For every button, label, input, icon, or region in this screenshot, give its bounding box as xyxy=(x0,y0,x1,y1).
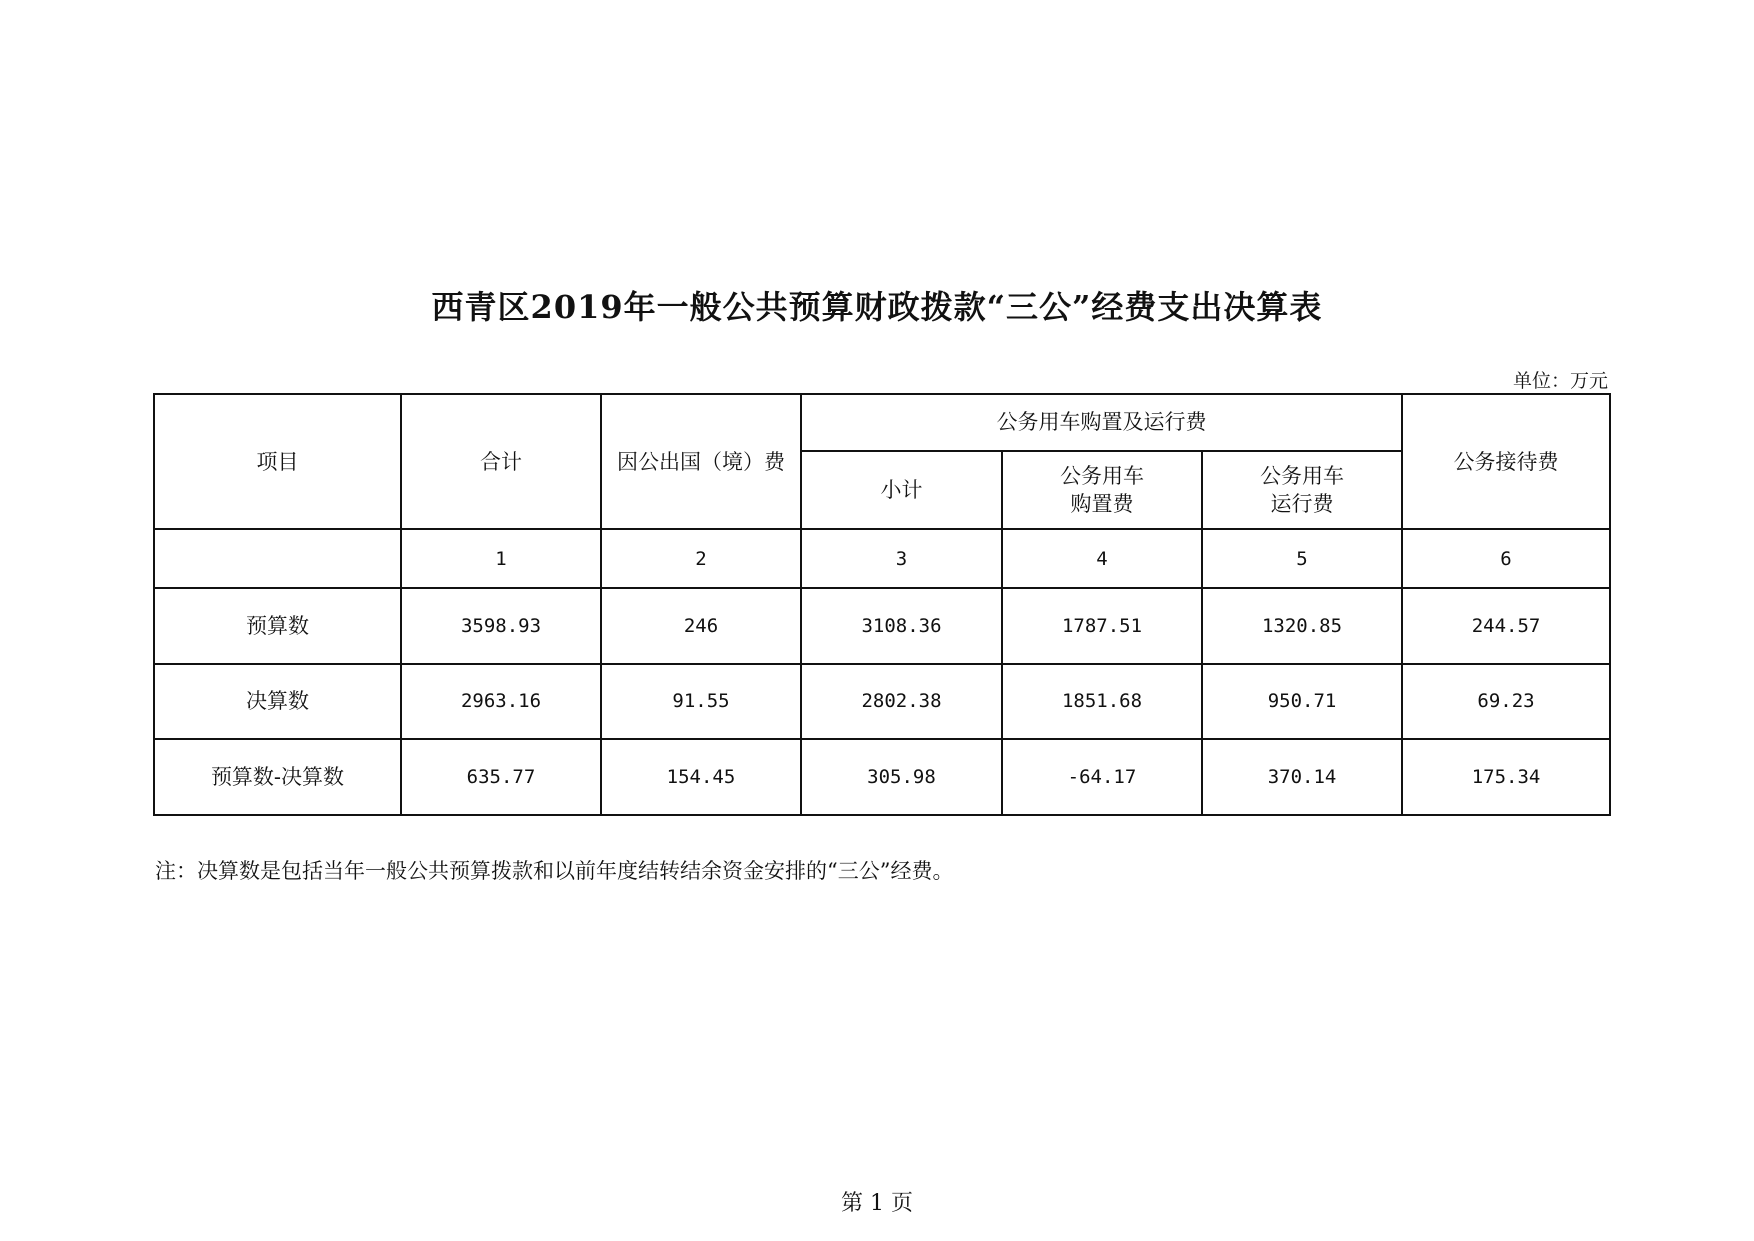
index-cell: 3 xyxy=(801,529,1002,588)
table-cell: 175.34 xyxy=(1402,739,1610,815)
header-abroad: 因公出国（境）费 xyxy=(601,394,801,529)
table-cell: 3108.36 xyxy=(801,588,1002,664)
table-cell: 154.45 xyxy=(601,739,801,815)
table-cell: 305.98 xyxy=(801,739,1002,815)
expense-table xyxy=(153,393,1611,816)
table-cell: 950.71 xyxy=(1202,664,1402,740)
table-cell: 635.77 xyxy=(401,739,601,815)
table-row-budget xyxy=(154,588,1610,664)
table-row-final xyxy=(154,664,1610,740)
table-cell: 2802.38 xyxy=(801,664,1002,740)
index-cell xyxy=(154,529,401,588)
index-cell: 6 xyxy=(1402,529,1610,588)
header-vehicle-purchase xyxy=(1002,451,1202,530)
header-subtotal: 小计 xyxy=(801,451,1002,530)
index-cell: 1 xyxy=(401,529,601,588)
header-total: 合计 xyxy=(401,394,601,529)
page-number: 第 1 页 xyxy=(841,1191,913,1216)
header-vehicle-operation-line1: 公务用车 xyxy=(1260,463,1344,488)
table-cell: -64.17 xyxy=(1002,739,1202,815)
table-cell: 370.14 xyxy=(1202,739,1402,815)
table-cell: 246 xyxy=(601,588,801,664)
table-row-difference xyxy=(154,739,1610,815)
table-cell: 69.23 xyxy=(1402,664,1610,740)
table-cell: 2963.16 xyxy=(401,664,601,740)
index-cell: 2 xyxy=(601,529,801,588)
table-cell: 1320.85 xyxy=(1202,588,1402,664)
index-row xyxy=(154,529,1610,588)
table-cell: 3598.93 xyxy=(401,588,601,664)
unit-label: 单位：万元 xyxy=(1512,370,1608,392)
index-cell: 5 xyxy=(1202,529,1402,588)
row-label: 决算数 xyxy=(154,664,401,740)
table-cell: 1787.51 xyxy=(1002,588,1202,664)
header-row-1 xyxy=(154,394,1610,451)
header-vehicle-operation-line2: 运行费 xyxy=(1270,491,1334,516)
page-title: 西青区2019年一般公共预算财政拨款“三公”经费支出决算表 xyxy=(431,288,1323,326)
row-label: 预算数 xyxy=(154,588,401,664)
header-reception: 公务接待费 xyxy=(1402,394,1610,529)
footnote: 注：决算数是包括当年一般公共预算拨款和以前年度结转结余资金安排的“三公”经费。 xyxy=(155,859,954,883)
table-cell: 91.55 xyxy=(601,664,801,740)
header-vehicle-purchase-line2: 购置费 xyxy=(1070,491,1134,516)
header-item: 项目 xyxy=(154,394,401,529)
header-vehicle-operation xyxy=(1202,451,1402,530)
table-cell: 1851.68 xyxy=(1002,664,1202,740)
header-vehicle-purchase-line1: 公务用车 xyxy=(1060,463,1144,488)
row-label: 预算数-决算数 xyxy=(154,739,401,815)
header-vehicle-group: 公务用车购置及运行费 xyxy=(801,394,1402,451)
index-cell: 4 xyxy=(1002,529,1202,588)
table-cell: 244.57 xyxy=(1402,588,1610,664)
